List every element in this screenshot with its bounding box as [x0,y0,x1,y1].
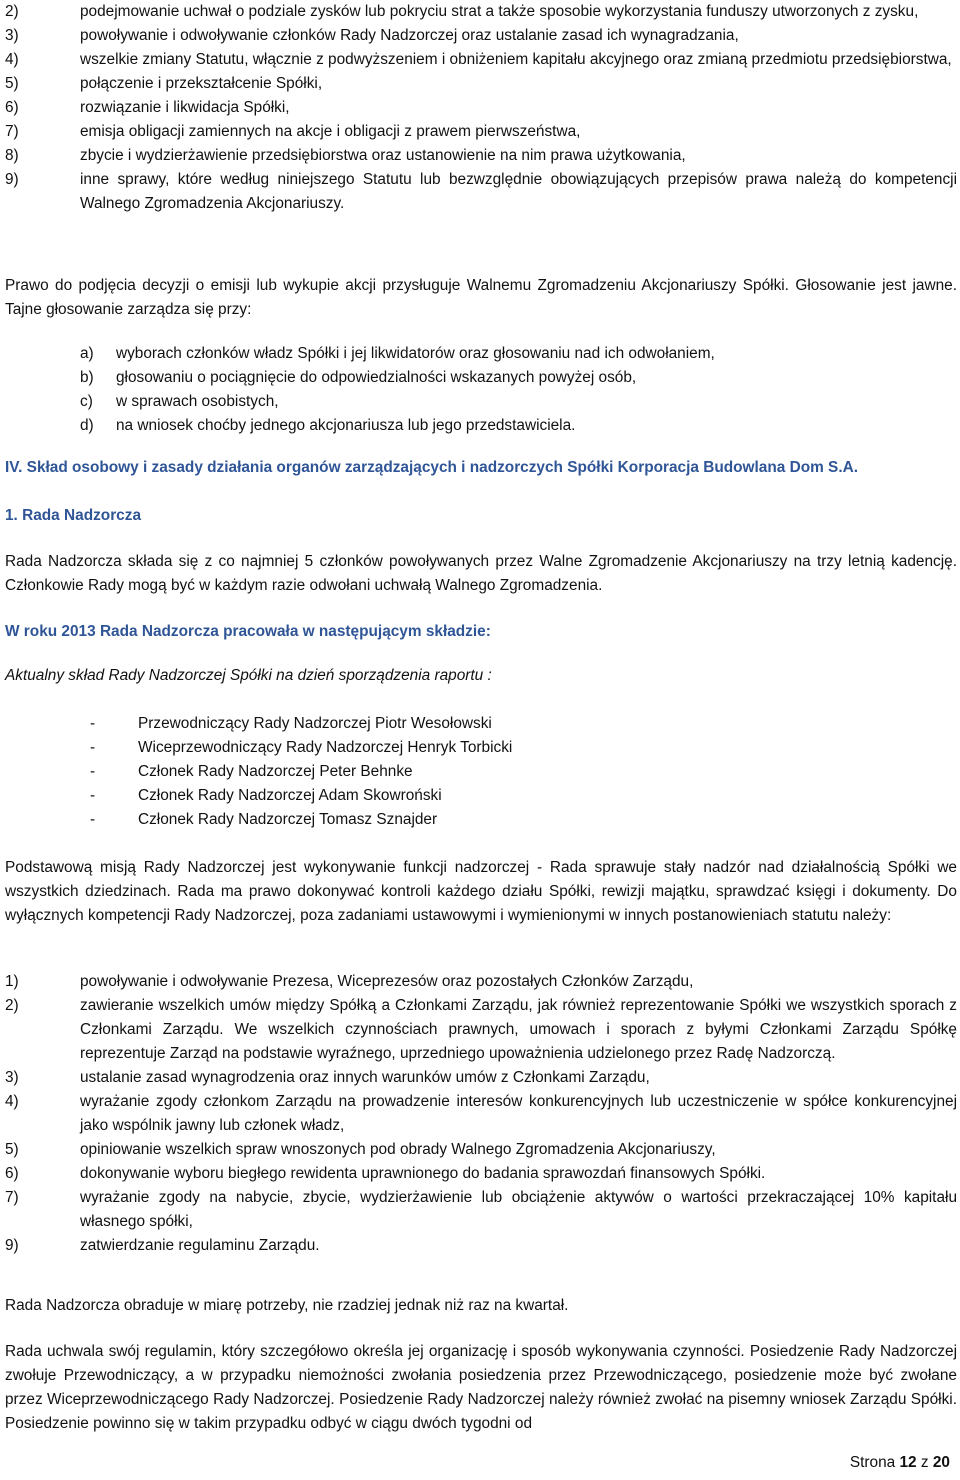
paragraph-sklad: Rada Nadzorcza składa się z co najmniej 5 członków powoływanych przez Walne Zgromadzenie Akcjonariuszy na trzy letnią kadencję. Członkowie Rady mogą być w każdym razie odwołani uchwałą Walnego Zgromadzenia. [5,553,957,594]
member-text: Przewodniczący Rady Nadzorczej Piotr Wesołowski [138,715,492,732]
list-text: wyborach członków władz Spółki i jej likwidatorów oraz głosowaniu nad ich odwołaniem, [116,345,715,362]
list-number: 8) [5,147,19,164]
list-number: 4) [5,1093,19,1110]
list-item [5,168,957,216]
list-letter: b) [80,369,94,386]
list-text: zbycie i wydzierżawienie przedsiębiorstwa oraz ustanowienie na nim prawa użytkowania, [80,147,686,164]
list-item [90,784,790,808]
page-footer [850,1452,950,1474]
list-item [5,1090,957,1138]
list-item [5,1138,957,1162]
list-number: 1) [5,973,19,990]
page-label: Strona [849,1454,896,1471]
list-item [5,0,957,24]
paragraph-misja: Podstawową misją Rady Nadzorczej jest wykonywanie funkcji nadzorczej - Rada sprawuje stały nadzór nad działalnością Spółki we wszystkich dziedzinach. Rada ma prawo dokonywać kontroli każdego działu Spółki, rewizji majątku, sprawdzać księgi i dokumenty. Do wyłącznych kompetencji Rady Nadzorczej, poza zadaniami ustawowymi i wymienionymi w innych postanowieniach statutu należy: [5,859,957,924]
list-item [90,808,790,832]
list-item [5,994,957,1066]
list-text: powoływanie i odwoływanie członków Rady Nadzorczej oraz ustalanie zasad ich wynagradzania, [80,27,739,44]
list-item [80,414,940,438]
list-letter: c) [80,393,93,410]
list-text: inne sprawy, które według niniejszego Statutu lub bezwzględnie obowiązujących przepisów prawa należą do kompetencji Walnego Zgromadzenia Akcjonariuszy. [80,171,957,212]
list-number: 9) [5,171,19,188]
list-item [90,760,790,784]
list-number: 3) [5,1069,19,1086]
dash-bullet: - [90,763,96,780]
list-number: 2) [5,997,19,1014]
paragraph-obraduje: Rada Nadzorcza obraduje w miarę potrzeby, nie rzadziej jednak niż raz na kwartał. [5,1297,569,1314]
list-item [5,1162,957,1186]
secret-vote-list [80,342,940,438]
dash-bullet: - [90,811,96,828]
list-number: 6) [5,99,19,116]
list-item [5,72,957,96]
list-number: 6) [5,1165,19,1182]
list-item [80,342,940,366]
list-number: 5) [5,75,19,92]
subsection-heading-rada: 1. Rada Nadzorcza [5,507,141,524]
dash-bullet: - [90,715,96,732]
list-letter: d) [80,417,94,434]
board-members-list [90,712,790,832]
zgromadzenie-competence-list [5,0,957,216]
heading-2013: W roku 2013 Rada Nadzorcza pracowała w następującym składzie: [5,623,491,640]
list-number: 7) [5,123,19,140]
list-item [5,1186,957,1234]
dash-bullet: - [90,787,96,804]
list-number: 3) [5,27,19,44]
list-text: głosowaniu o pociągnięcie do odpowiedzialności wskazanych powyżej osób, [116,369,637,386]
list-item [5,24,957,48]
list-text: wyrażanie zgody na nabycie, zbycie, wydzierżawienie lub obciążenie aktywów o wartości przekraczającej 10% kapitału własnego spółki, [80,1189,957,1230]
section-heading-iv: IV. Skład osobowy i zasady działania organów zarządzających i nadzorczych Spółki Korporacja Budowlana Dom S.A. [5,459,858,476]
page-total: 20 [932,1454,950,1471]
list-text: opiniowanie wszelkich spraw wnoszonych pod obrady Walnego Zgromadzenia Akcjonariuszy, [80,1141,716,1158]
list-text: na wniosek choćby jednego akcjonariusza lub jego przedstawiciela. [116,417,576,434]
list-item [5,970,957,994]
page-current: 12 [899,1454,917,1471]
list-text: wyrażanie zgody członkom Zarządu na prowadzenie interesów konkurencyjnych lub uczestniczenie w spółce konkurencyjnej jako wspólnik jawny lub członek władz, [80,1093,957,1134]
list-text: ustalanie zasad wynagrodzenia oraz innych warunków umów z Członkami Zarządu, [80,1069,650,1086]
list-number: 9) [5,1237,19,1254]
page-sep: z [920,1454,929,1471]
list-text: zawieranie wszelkich umów między Spółką a Członkami Zarządu, jak również reprezentowanie Spółki we wszystkich sporach z Członkami Zarządu. We wszelkich czynnościach prawnych, umowach i sporach z byłymi Członkami Zarządu Spółkę reprezentuje Zarząd na podstawie wyraźnego, uprzedniego upoważnienia udzielonego przez Radę Nadzorczą. [80,997,957,1062]
list-item [5,120,957,144]
list-letter: a) [80,345,94,362]
member-text: Członek Rady Nadzorczej Tomasz Sznajder [138,811,438,828]
italic-current-composition: Aktualny skład Rady Nadzorczej Spółki na dzień sporządzenia raportu : [5,667,492,684]
list-text: zatwierdzanie regulaminu Zarządu. [80,1237,320,1254]
paragraph-regulamin: Rada uchwala swój regulamin, który szczegółowo określa jej organizację i sposób wykonywania czynności. Posiedzenie Rady Nadzorczej zwołuje Przewodniczący, a w przypadku niemożności zwołania posiedzenia przez Przewodniczącego, posiedzenie może być zwołane przez Wiceprzewodniczącego Rady Nadzorczej. Posiedzenie Rady Nadzorczej należy również zwołać na pisemny wniosek Zarządu Spółki. Posiedzenie powinno się w takim przypadku odbyć w ciągu dwóch tygodni od [5,1343,957,1432]
paragraph-emisja: Prawo do podjęcia decyzji o emisji lub wykupie akcji przysługuje Walnemu Zgromadzeniu Akcjonariuszy Spółki. Głosowanie jest jawne. Tajne głosowanie zarządza się przy: [5,277,957,318]
list-text: w sprawach osobistych, [116,393,279,410]
list-item [5,96,957,120]
list-item [5,48,957,72]
member-text: Członek Rady Nadzorczej Adam Skowroński [138,787,442,804]
member-text: Wiceprzewodniczący Rady Nadzorczej Henryk Torbicki [138,739,513,756]
list-text: emisja obligacji zamiennych na akcje i obligacji z prawem pierwszeństwa, [80,123,581,140]
list-number: 7) [5,1189,19,1206]
list-text: rozwiązanie i likwidacja Spółki, [80,99,290,116]
list-number: 5) [5,1141,19,1158]
list-number: 4) [5,51,19,68]
list-text: dokonywanie wyboru biegłego rewidenta uprawnionego do badania sprawozdań finansowych Spółki. [80,1165,766,1182]
list-item [80,390,940,414]
list-item [5,144,957,168]
member-text: Członek Rady Nadzorczej Peter Behnke [138,763,413,780]
list-item [90,712,790,736]
list-item [80,366,940,390]
list-text: połączenie i przekształcenie Spółki, [80,75,323,92]
list-item [5,1234,957,1258]
list-number: 2) [5,3,19,20]
list-text: wszelkie zmiany Statutu, włącznie z podwyższeniem i obniżeniem kapitału akcyjnego oraz zmianą przedmiotu przedsiębiorstwa, [80,51,952,68]
list-item [90,736,790,760]
list-item [5,1066,957,1090]
board-competence-list [5,970,957,1258]
list-text: powoływanie i odwoływanie Prezesa, Wiceprezesów oraz pozostałych Członków Zarządu, [80,973,694,990]
list-text: podejmowanie uchwał o podziale zysków lub pokryciu strat a także sposobie wykorzystania funduszy utworzonych z zysku, [80,3,919,20]
dash-bullet: - [90,739,96,756]
